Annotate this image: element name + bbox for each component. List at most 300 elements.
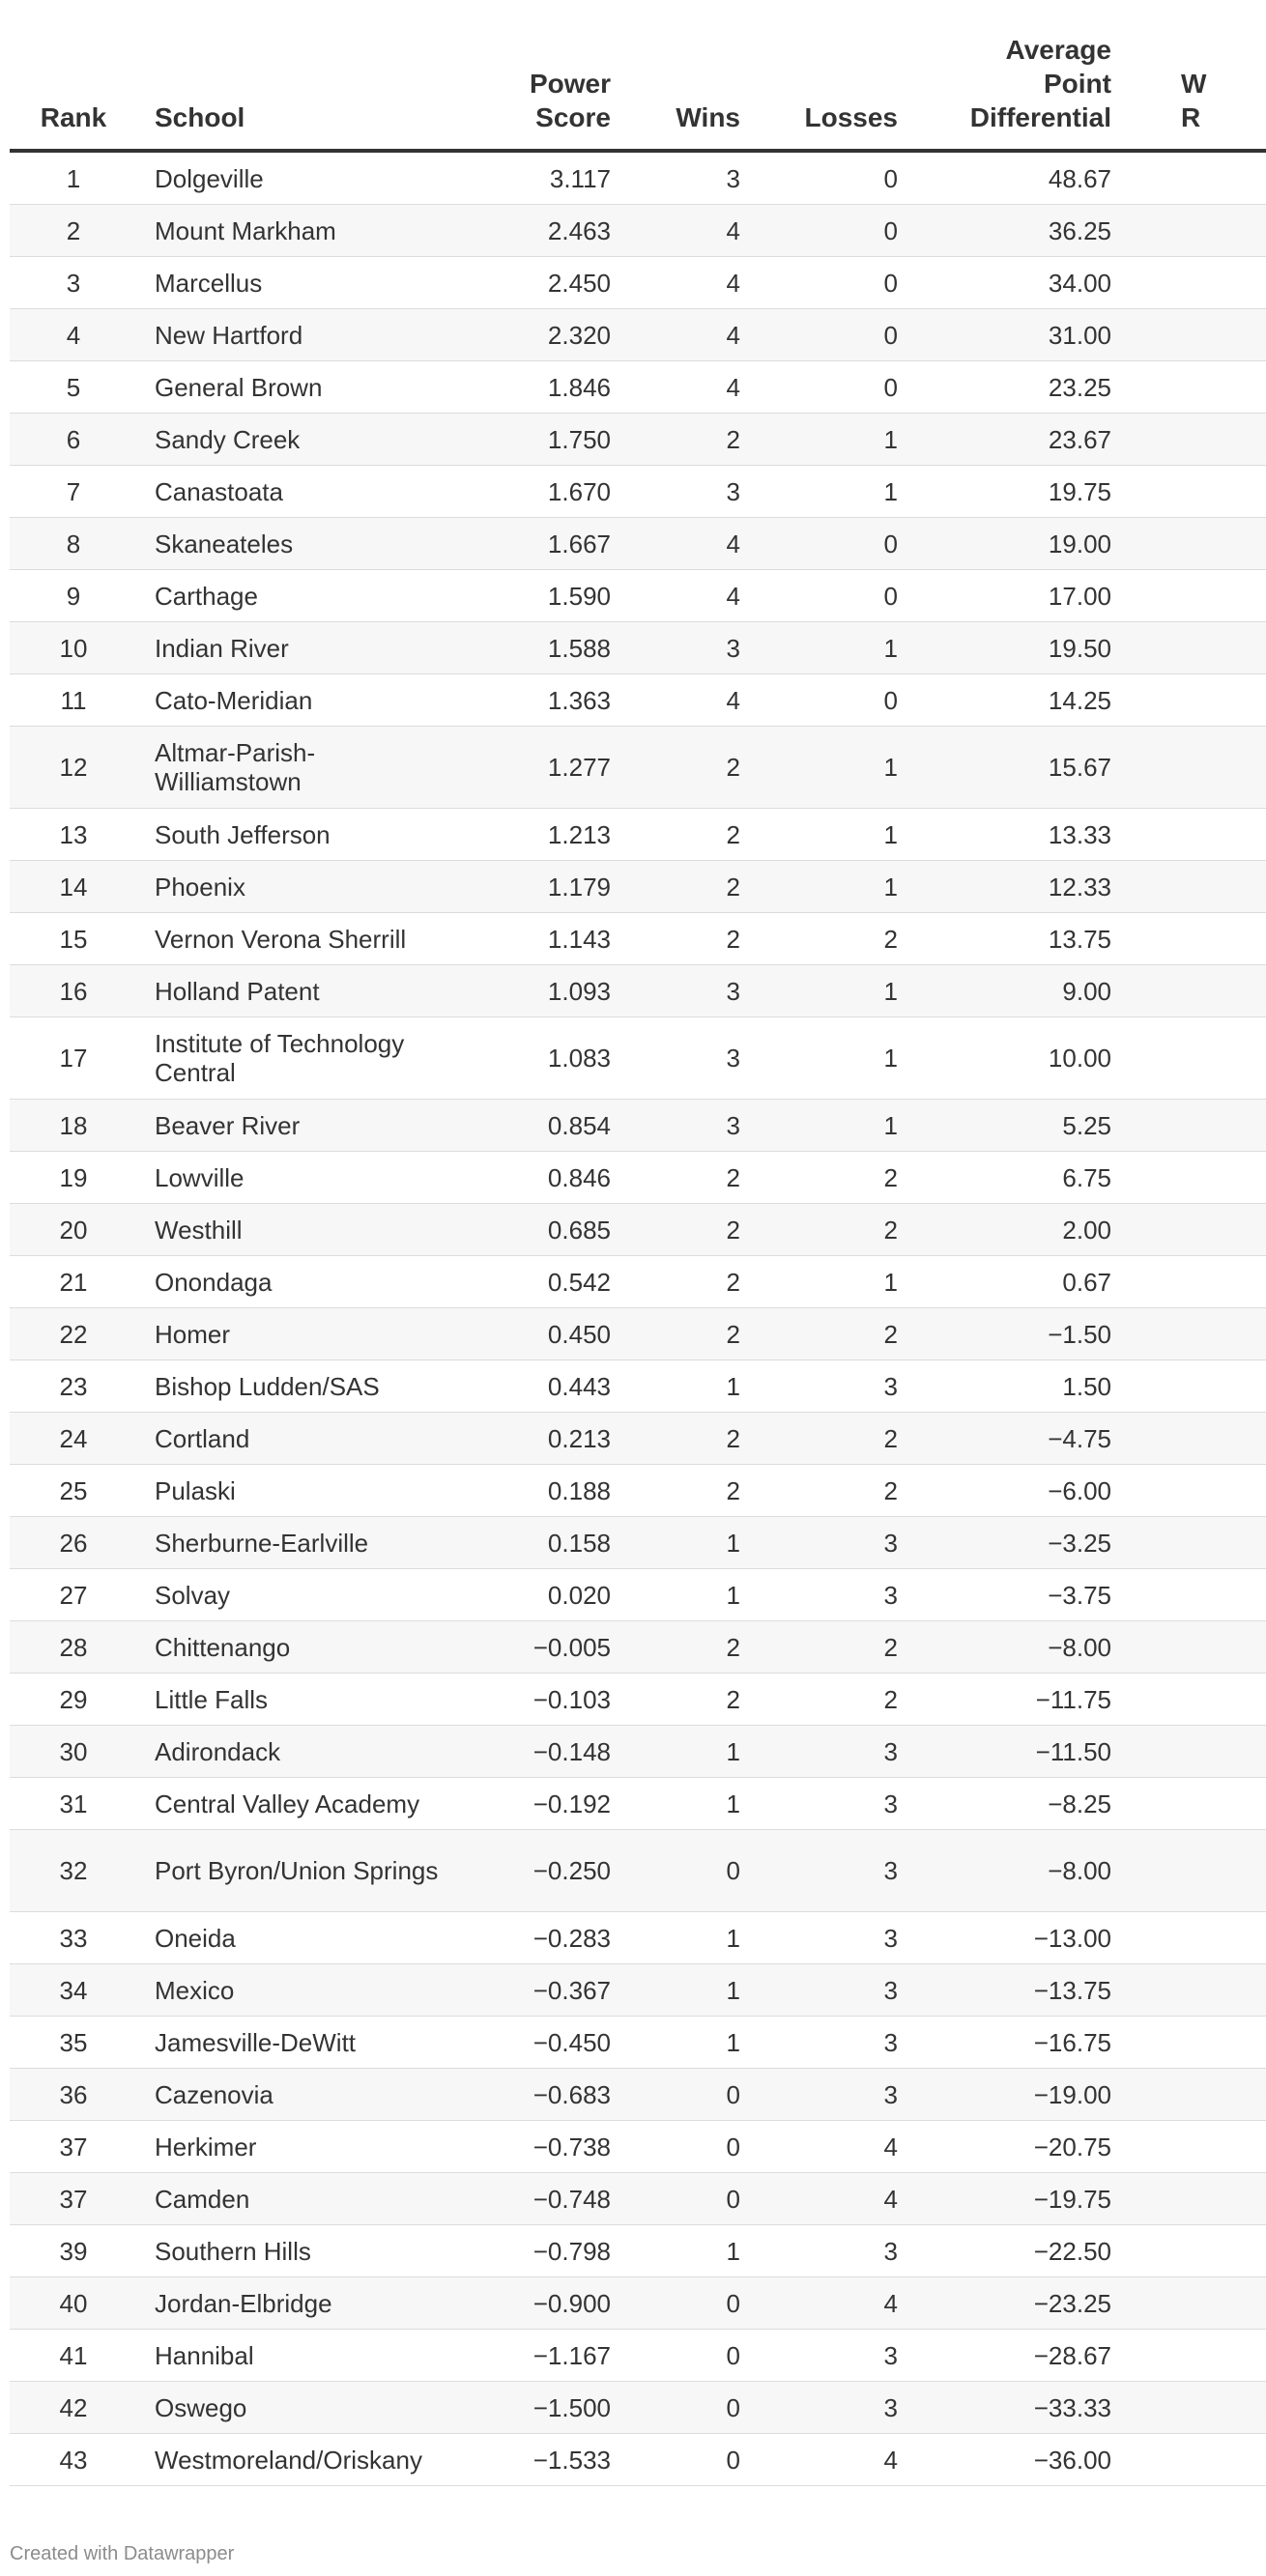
rank-cell: 34 [10,1964,137,2017]
rank-cell: 23 [10,1360,137,1413]
truncated-cell [1111,1912,1266,1964]
rank-cell: 6 [10,414,137,466]
school-cell: Cato-Meridian [137,674,445,727]
truncated-cell [1111,1964,1266,2017]
table-row [10,309,1266,361]
school-cell: Sandy Creek [137,414,445,466]
truncated-cell [1111,727,1266,809]
rank-cell: 42 [10,2382,137,2434]
school-cell: Chittenango [137,1621,445,1674]
school-cell: Bishop Ludden/SAS [137,1360,445,1413]
power-score-cell: 1.588 [445,622,611,674]
losses-cell: 3 [740,1569,898,1621]
losses-cell: 1 [740,727,898,809]
table-row [10,1100,1266,1152]
truncated-cell [1111,2225,1266,2277]
truncated-cell [1111,1778,1266,1830]
school-cell: Pulaski [137,1465,445,1517]
school-cell: Lowville [137,1152,445,1204]
average-point-differential-cell: −20.75 [898,2121,1111,2173]
losses-cell: 4 [740,2434,898,2486]
header-losses[interactable]: Losses [740,33,898,151]
rank-cell: 36 [10,2069,137,2121]
wins-cell: 2 [611,861,740,913]
average-point-differential-cell: 0.67 [898,1256,1111,1308]
average-point-differential-cell: 19.50 [898,622,1111,674]
losses-cell: 4 [740,2277,898,2330]
power-score-cell: −0.103 [445,1674,611,1726]
school-cell: Westhill [137,1204,445,1256]
rank-cell: 21 [10,1256,137,1308]
school-cell: New Hartford [137,309,445,361]
power-score-cell: −1.500 [445,2382,611,2434]
losses-cell: 2 [740,1152,898,1204]
average-point-differential-cell: −22.50 [898,2225,1111,2277]
truncated-cell [1111,414,1266,466]
truncated-cell [1111,518,1266,570]
losses-cell: 3 [740,1726,898,1778]
power-score-cell: 0.846 [445,1152,611,1204]
wins-cell: 3 [611,965,740,1017]
rank-cell: 35 [10,2017,137,2069]
average-point-differential-cell: −3.75 [898,1569,1111,1621]
school-cell: Port Byron/Union Springs [137,1830,445,1912]
wins-cell: 2 [611,913,740,965]
school-cell: Mexico [137,1964,445,2017]
losses-cell: 3 [740,2225,898,2277]
wins-cell: 2 [611,1674,740,1726]
rank-cell: 5 [10,361,137,414]
wins-cell: 3 [611,622,740,674]
table-row [10,2225,1266,2277]
rank-cell: 3 [10,257,137,309]
wins-cell: 2 [611,1308,740,1360]
wins-cell: 3 [611,1100,740,1152]
truncated-cell [1111,466,1266,518]
losses-cell: 0 [740,205,898,257]
wins-cell: 4 [611,361,740,414]
table-row [10,1413,1266,1465]
wins-cell: 1 [611,1726,740,1778]
table-row [10,205,1266,257]
power-score-cell: 1.846 [445,361,611,414]
power-score-cell: 0.542 [445,1256,611,1308]
losses-cell: 1 [740,466,898,518]
table-row [10,518,1266,570]
power-score-cell: 0.854 [445,1100,611,1152]
school-cell: Skaneateles [137,518,445,570]
wins-cell: 2 [611,1465,740,1517]
average-point-differential-cell: 13.33 [898,809,1111,861]
average-point-differential-cell: −28.67 [898,2330,1111,2382]
average-point-differential-cell: 23.67 [898,414,1111,466]
school-cell: Homer [137,1308,445,1360]
rank-cell: 13 [10,809,137,861]
average-point-differential-cell: −6.00 [898,1465,1111,1517]
rank-cell: 10 [10,622,137,674]
power-score-cell: −0.798 [445,2225,611,2277]
losses-cell: 0 [740,674,898,727]
table-row [10,2277,1266,2330]
school-cell: Vernon Verona Sherrill [137,913,445,965]
average-point-differential-cell: 23.25 [898,361,1111,414]
wins-cell: 4 [611,570,740,622]
header-wins[interactable]: Wins [611,33,740,151]
school-cell: Little Falls [137,1674,445,1726]
truncated-cell [1111,965,1266,1017]
losses-cell: 0 [740,257,898,309]
power-score-cell: 0.188 [445,1465,611,1517]
rank-cell: 37 [10,2121,137,2173]
rank-cell: 9 [10,570,137,622]
wins-cell: 1 [611,1517,740,1569]
truncated-cell [1111,622,1266,674]
rank-cell: 27 [10,1569,137,1621]
power-score-cell: −0.148 [445,1726,611,1778]
truncated-cell [1111,1569,1266,1621]
rank-cell: 16 [10,965,137,1017]
table-row [10,913,1266,965]
truncated-cell [1111,1413,1266,1465]
wins-cell: 0 [611,2434,740,2486]
table-row [10,1778,1266,1830]
truncated-cell [1111,674,1266,727]
school-cell: Cazenovia [137,2069,445,2121]
losses-cell: 3 [740,1830,898,1912]
truncated-cell [1111,1621,1266,1674]
school-cell: Sherburne-Earlville [137,1517,445,1569]
average-point-differential-cell: 6.75 [898,1152,1111,1204]
truncated-cell [1111,1204,1266,1256]
rank-cell: 32 [10,1830,137,1912]
rank-cell: 26 [10,1517,137,1569]
table-row [10,1569,1266,1621]
truncated-cell [1111,2069,1266,2121]
table-row [10,1465,1266,1517]
wins-cell: 2 [611,414,740,466]
power-score-cell: 1.143 [445,913,611,965]
losses-cell: 1 [740,809,898,861]
losses-cell: 1 [740,414,898,466]
datawrapper-credit[interactable]: Created with Datawrapper [10,2543,235,2564]
power-score-cell: 3.117 [445,151,611,205]
school-cell: Cortland [137,1413,445,1465]
power-score-cell: −0.367 [445,1964,611,2017]
table-row [10,861,1266,913]
wins-cell: 1 [611,1360,740,1413]
truncated-cell [1111,257,1266,309]
truncated-cell [1111,2121,1266,2173]
truncated-cell [1111,1308,1266,1360]
rank-cell: 1 [10,151,137,205]
average-point-differential-cell: 13.75 [898,913,1111,965]
average-point-differential-cell: 12.33 [898,861,1111,913]
power-score-cell: 2.320 [445,309,611,361]
truncated-cell [1111,1674,1266,1726]
table-row [10,2330,1266,2382]
school-cell: Solvay [137,1569,445,1621]
power-score-cell: 0.213 [445,1413,611,1465]
table-row [10,2017,1266,2069]
losses-cell: 2 [740,1465,898,1517]
truncated-cell [1111,1100,1266,1152]
rank-cell: 12 [10,727,137,809]
power-score-cell: −0.900 [445,2277,611,2330]
power-score-cell: −0.192 [445,1778,611,1830]
truncated-cell [1111,809,1266,861]
rank-cell: 37 [10,2173,137,2225]
school-cell: Canastoata [137,466,445,518]
average-point-differential-cell: 2.00 [898,1204,1111,1256]
school-cell: Phoenix [137,861,445,913]
power-score-cell: −1.533 [445,2434,611,2486]
losses-cell: 1 [740,1256,898,1308]
power-score-cell: 1.670 [445,466,611,518]
wins-cell: 4 [611,257,740,309]
rank-cell: 7 [10,466,137,518]
losses-cell: 0 [740,570,898,622]
power-score-cell: −0.683 [445,2069,611,2121]
wins-cell: 2 [611,1152,740,1204]
wins-cell: 2 [611,727,740,809]
school-cell: South Jefferson [137,809,445,861]
truncated-cell [1111,1465,1266,1517]
average-point-differential-cell: 15.67 [898,727,1111,809]
losses-cell: 0 [740,518,898,570]
truncated-cell [1111,2330,1266,2382]
wins-cell: 4 [611,674,740,727]
average-point-differential-cell: 5.25 [898,1100,1111,1152]
table-row [10,1308,1266,1360]
school-cell: Jordan-Elbridge [137,2277,445,2330]
truncated-cell [1111,309,1266,361]
power-score-cell: 0.020 [445,1569,611,1621]
rank-cell: 33 [10,1912,137,1964]
wins-cell: 0 [611,2330,740,2382]
school-cell: General Brown [137,361,445,414]
table-body [10,151,1266,2486]
school-cell: Holland Patent [137,965,445,1017]
truncated-cell [1111,2173,1266,2225]
power-score-cell: 1.179 [445,861,611,913]
table-row [10,674,1266,727]
losses-cell: 1 [740,1017,898,1100]
truncated-cell [1111,1256,1266,1308]
losses-cell: 3 [740,1778,898,1830]
losses-cell: 0 [740,151,898,205]
power-score-cell: −1.167 [445,2330,611,2382]
rank-cell: 18 [10,1100,137,1152]
average-point-differential-cell: −16.75 [898,2017,1111,2069]
table-row [10,1204,1266,1256]
wins-cell: 1 [611,2017,740,2069]
average-point-differential-cell: −8.00 [898,1621,1111,1674]
rank-cell: 8 [10,518,137,570]
rank-cell: 28 [10,1621,137,1674]
truncated-cell [1111,913,1266,965]
school-cell: Central Valley Academy [137,1778,445,1830]
wins-cell: 1 [611,1964,740,2017]
truncated-cell [1111,1830,1266,1912]
power-score-cell: −0.283 [445,1912,611,1964]
school-cell: Indian River [137,622,445,674]
table-row [10,2382,1266,2434]
table-row [10,2121,1266,2173]
losses-cell: 1 [740,1100,898,1152]
table-row [10,1726,1266,1778]
truncated-cell [1111,570,1266,622]
table-row [10,809,1266,861]
average-point-differential-cell: 10.00 [898,1017,1111,1100]
school-cell: Marcellus [137,257,445,309]
table-row [10,1517,1266,1569]
header-truncated-column[interactable]: W R [1111,33,1266,151]
losses-cell: 4 [740,2121,898,2173]
table-row [10,2173,1266,2225]
table-row [10,1017,1266,1100]
power-score-cell: 1.590 [445,570,611,622]
power-score-cell: −0.748 [445,2173,611,2225]
rank-cell: 24 [10,1413,137,1465]
truncated-cell [1111,151,1266,205]
losses-cell: 2 [740,1413,898,1465]
wins-cell: 0 [611,2173,740,2225]
wins-cell: 2 [611,1256,740,1308]
table-row [10,1360,1266,1413]
rank-cell: 20 [10,1204,137,1256]
wins-cell: 0 [611,2277,740,2330]
losses-cell: 3 [740,2017,898,2069]
table-row [10,1964,1266,2017]
school-cell: Westmoreland/Oriskany [137,2434,445,2486]
rank-cell: 40 [10,2277,137,2330]
power-score-cell: 1.667 [445,518,611,570]
wins-cell: 1 [611,2225,740,2277]
rank-cell: 25 [10,1465,137,1517]
power-score-cell: 1.750 [445,414,611,466]
truncated-cell [1111,2382,1266,2434]
school-cell: Altmar-Parish-Williamstown [137,727,445,809]
school-cell: Southern Hills [137,2225,445,2277]
average-point-differential-cell: 19.75 [898,466,1111,518]
school-cell: Institute of Technology Central [137,1017,445,1100]
table-row [10,570,1266,622]
header-rank[interactable]: Rank [10,33,137,151]
school-cell: Oneida [137,1912,445,1964]
average-point-differential-cell: −1.50 [898,1308,1111,1360]
wins-cell: 4 [611,518,740,570]
losses-cell: 0 [740,309,898,361]
wins-cell: 2 [611,809,740,861]
school-cell: Adirondack [137,1726,445,1778]
losses-cell: 1 [740,861,898,913]
losses-cell: 3 [740,1517,898,1569]
losses-cell: 3 [740,2069,898,2121]
table-row [10,2434,1266,2486]
power-score-cell: 2.463 [445,205,611,257]
truncated-cell [1111,1726,1266,1778]
rank-cell: 2 [10,205,137,257]
average-point-differential-cell: −8.00 [898,1830,1111,1912]
rank-cell: 15 [10,913,137,965]
wins-cell: 4 [611,309,740,361]
average-point-differential-cell: −19.00 [898,2069,1111,2121]
power-score-cell: 0.450 [445,1308,611,1360]
average-point-differential-cell: −36.00 [898,2434,1111,2486]
school-cell: Jamesville-DeWitt [137,2017,445,2069]
school-cell: Herkimer [137,2121,445,2173]
wins-cell: 0 [611,1830,740,1912]
losses-cell: 0 [740,361,898,414]
power-score-cell: −0.250 [445,1830,611,1912]
wins-cell: 1 [611,1778,740,1830]
losses-cell: 4 [740,2173,898,2225]
truncated-cell [1111,2017,1266,2069]
rank-cell: 30 [10,1726,137,1778]
losses-cell: 3 [740,2330,898,2382]
truncated-cell [1111,861,1266,913]
wins-cell: 2 [611,1621,740,1674]
rankings-table-container [10,33,1207,2486]
average-point-differential-cell: 1.50 [898,1360,1111,1413]
truncated-cell [1111,205,1266,257]
rank-cell: 43 [10,2434,137,2486]
wins-cell: 1 [611,1569,740,1621]
losses-cell: 2 [740,1621,898,1674]
table-row [10,257,1266,309]
table-row [10,466,1266,518]
wins-cell: 0 [611,2121,740,2173]
wins-cell: 0 [611,2069,740,2121]
power-score-cell: −0.738 [445,2121,611,2173]
table-row [10,1912,1266,1964]
table-row [10,622,1266,674]
table-row [10,361,1266,414]
header-power-score[interactable]: Power Score [445,33,611,151]
losses-cell: 1 [740,622,898,674]
average-point-differential-cell: 34.00 [898,257,1111,309]
power-score-cell: 0.443 [445,1360,611,1413]
average-point-differential-cell: 9.00 [898,965,1111,1017]
table-row [10,414,1266,466]
rankings-table [10,33,1266,2486]
rank-cell: 29 [10,1674,137,1726]
header-average-point-differential[interactable]: Average Point Differential [898,33,1111,151]
average-point-differential-cell: −3.25 [898,1517,1111,1569]
wins-cell: 3 [611,151,740,205]
table-row [10,1152,1266,1204]
power-score-cell: 1.083 [445,1017,611,1100]
rank-cell: 4 [10,309,137,361]
header-school[interactable]: School [137,33,445,151]
average-point-differential-cell: −11.75 [898,1674,1111,1726]
rank-cell: 39 [10,2225,137,2277]
school-cell: Camden [137,2173,445,2225]
table-row [10,1621,1266,1674]
table-row [10,1256,1266,1308]
rank-cell: 41 [10,2330,137,2382]
rank-cell: 31 [10,1778,137,1830]
wins-cell: 0 [611,2382,740,2434]
power-score-cell: 0.158 [445,1517,611,1569]
losses-cell: 3 [740,1912,898,1964]
wins-cell: 3 [611,1017,740,1100]
truncated-cell [1111,1017,1266,1100]
power-score-cell: 2.450 [445,257,611,309]
power-score-cell: 1.363 [445,674,611,727]
school-cell: Mount Markham [137,205,445,257]
table-row [10,1674,1266,1726]
